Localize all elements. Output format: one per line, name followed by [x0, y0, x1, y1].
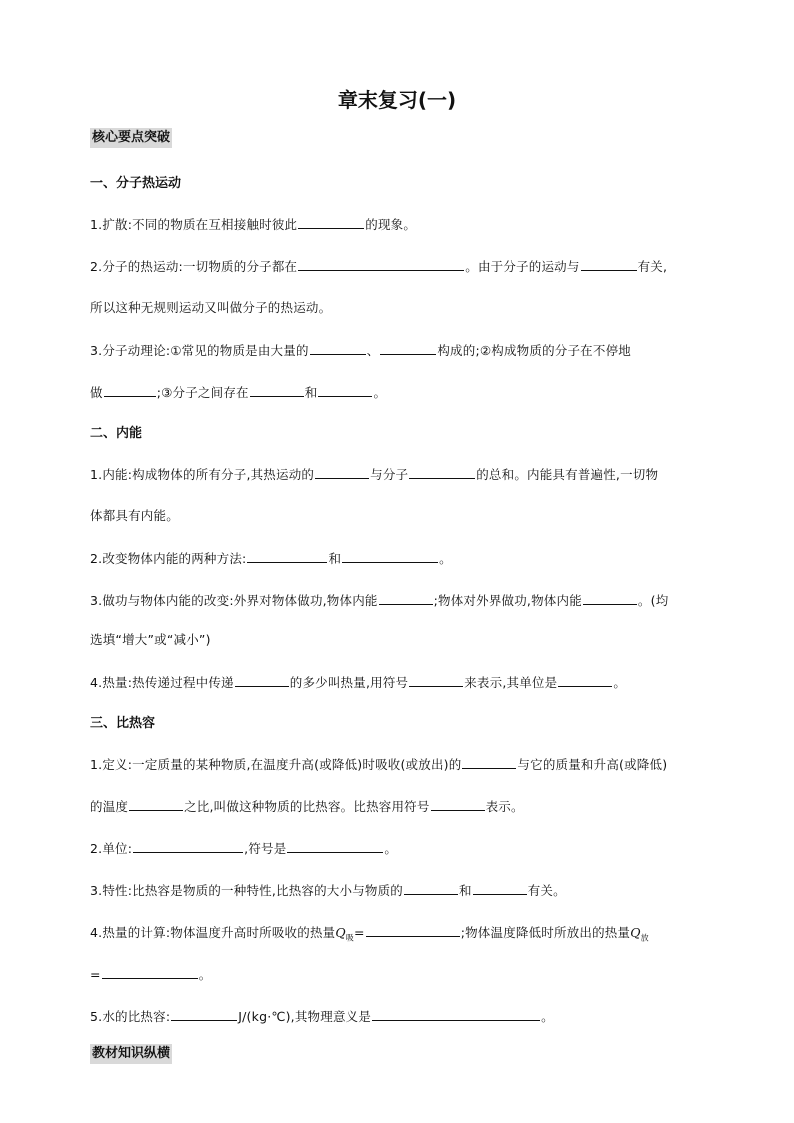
blank [235, 672, 289, 687]
blank [372, 1006, 540, 1021]
item-property: 3.特性:比热容是物质的一种特性,比热容的大小与物质的 和 有关。 [90, 880, 710, 899]
blank [298, 214, 364, 229]
item-internal-energy-def-cont: 体都具有内能。 [90, 508, 179, 523]
blank [462, 754, 516, 769]
item-unit: 2.单位: ,符号是 。 [90, 838, 710, 857]
blank [409, 672, 463, 687]
heading-molecular-motion: 一、分子热运动 [90, 176, 182, 191]
item-heat-calc: 4.热量的计算:物体温度升高时所吸收的热量$Q_吸=$ ;物体温度降低时所放出的热量$Q_放$ [90, 922, 710, 944]
blank [404, 880, 458, 895]
item-kinetic-theory-cont: 做 ;③分子之间存在 和 。 [90, 382, 710, 401]
blank [310, 340, 366, 355]
blank [342, 548, 438, 563]
blank [298, 256, 464, 271]
blank [558, 672, 612, 687]
blank [583, 590, 637, 605]
item-thermal-motion-cont: 所以这种无规则运动又叫做分子的热运动。 [90, 300, 332, 315]
item-heat: 4.热量:热传递过程中传递 的多少叫热量,用符号 来表示,其单位是 。 [90, 672, 710, 691]
item-specific-heat-def-cont: 的温度 之比,叫做这种物质的比热容。比热容用符号 表示。 [90, 796, 710, 815]
item-heat-calc-cont: = 。 [90, 964, 710, 983]
blank [129, 796, 183, 811]
item-internal-energy-def: 1.内能:构成物体的所有分子,其热运动的 与分子 的总和。内能具有普遍性,一切物 [90, 464, 710, 483]
blank [431, 796, 485, 811]
section-tag-textbook: 教材知识纵横 [90, 1044, 172, 1064]
blank [318, 382, 372, 397]
item-water-specific-heat: 5.水的比热容: J/(kg·℃),其物理意义是 。 [90, 1006, 710, 1025]
item-work-energy: 3.做功与物体内能的改变:外界对物体做功,物体内能 ;物体对外界做功,物体内能 。(均 [90, 590, 710, 609]
blank [171, 1006, 237, 1021]
blank [104, 382, 156, 397]
section-tag-core: 核心要点突破 [90, 128, 172, 148]
heading-specific-heat: 三、比热容 [90, 716, 156, 731]
item-specific-heat-def: 1.定义:一定质量的某种物质,在温度升高(或降低)时吸收(或放出)的 与它的质量和升高(或降低) [90, 754, 710, 773]
blank [287, 838, 383, 853]
item-kinetic-theory: 3.分子动理论:①常见的物质是由大量的 、 构成的;②构成物质的分子在不停地 [90, 340, 710, 359]
blank [409, 464, 475, 479]
item-thermal-motion: 2.分子的热运动:一切物质的分子都在 。由于分子的运动与 有关, [90, 256, 710, 275]
page-title: 章末复习(一) [337, 88, 457, 112]
heading-internal-energy: 二、内能 [90, 426, 143, 441]
blank [247, 548, 327, 563]
blank [380, 340, 436, 355]
item-work-energy-cont: 选填“增大”或“减小”) [90, 632, 211, 647]
blank [473, 880, 527, 895]
item-diffusion: 1.扩散:不同的物质在互相接触时彼此 的现象。 [90, 214, 710, 233]
blank [133, 838, 243, 853]
item-change-methods: 2.改变物体内能的两种方法: 和 。 [90, 548, 710, 567]
blank [366, 922, 460, 937]
blank [102, 964, 198, 979]
blank [315, 464, 369, 479]
blank [250, 382, 304, 397]
blank [379, 590, 433, 605]
blank [581, 256, 637, 271]
